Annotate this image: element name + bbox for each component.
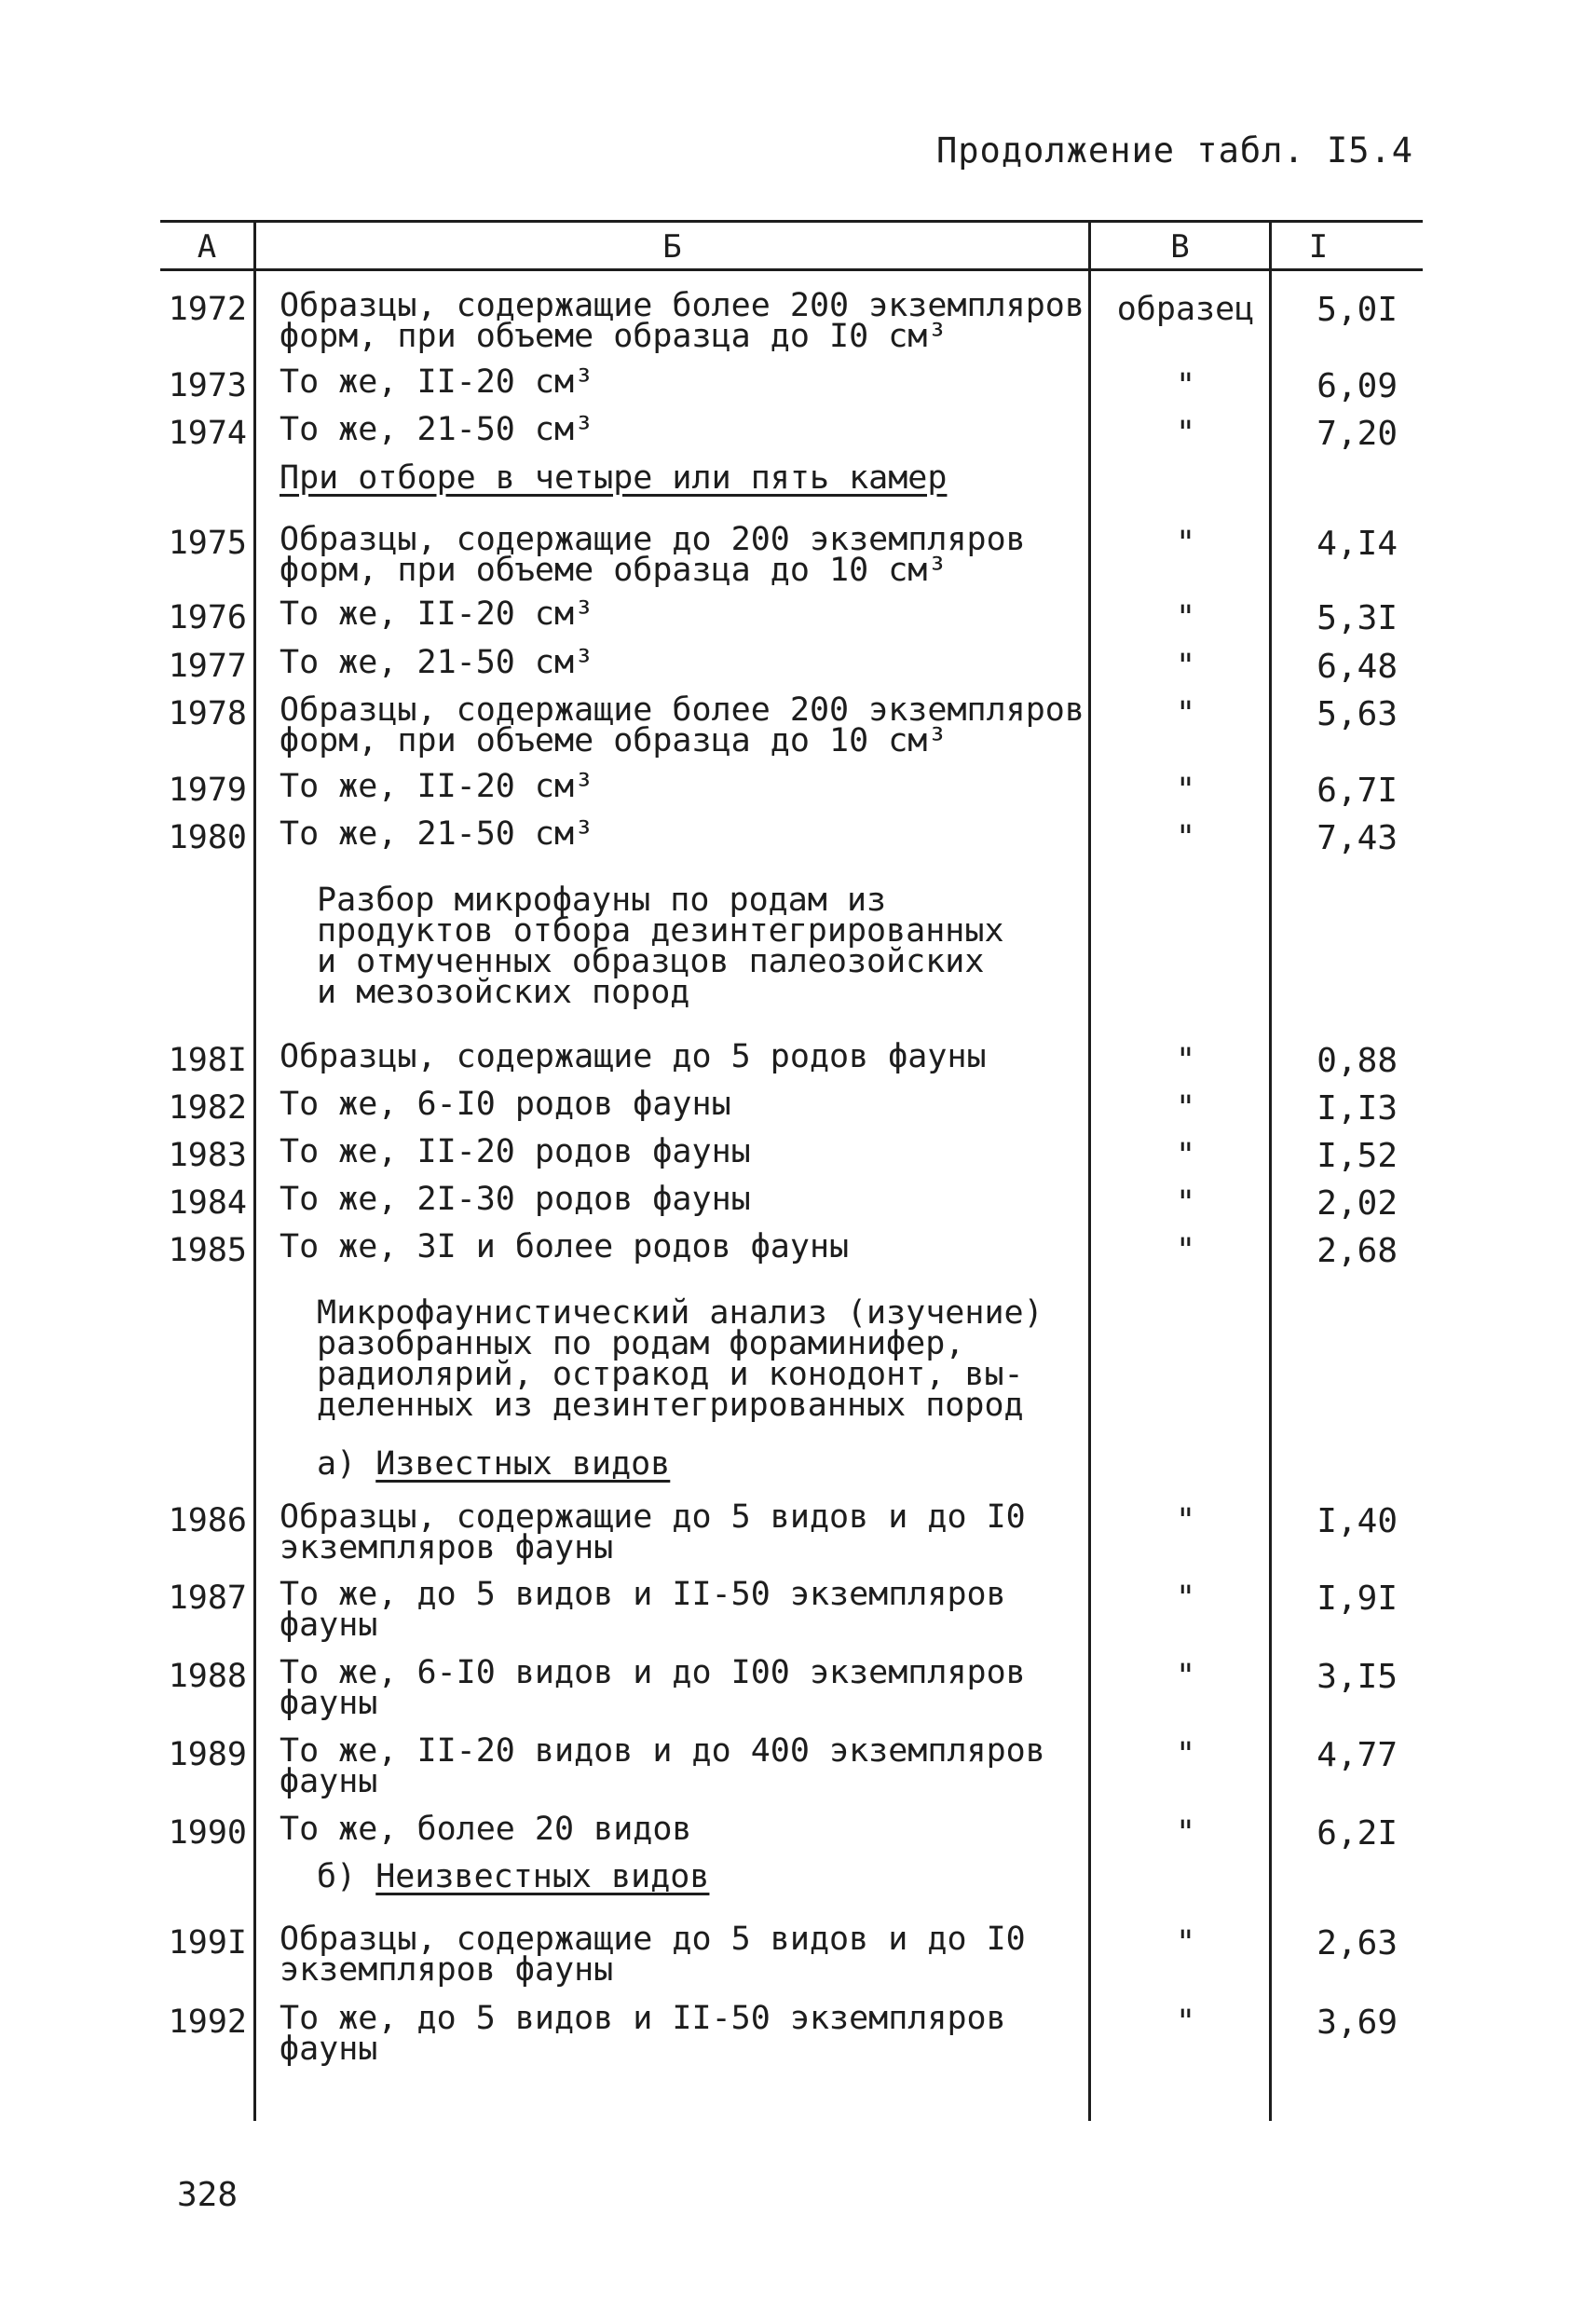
row-number: 199I xyxy=(168,1924,247,1962)
row-unit: " xyxy=(1175,1184,1196,1222)
row-unit: " xyxy=(1175,1502,1196,1539)
column-header-b: Б xyxy=(662,228,682,266)
row-unit: " xyxy=(1175,1232,1196,1269)
subsection-title: Известных видов xyxy=(375,1445,671,1483)
row-number: 1989 xyxy=(168,1736,247,1773)
row-price: 2,02 xyxy=(1316,1184,1398,1223)
subsection-prefix: а) xyxy=(317,1445,376,1483)
row-price: 5,0I xyxy=(1316,291,1398,329)
subsection-heading xyxy=(317,1445,1127,1483)
row-number: 1974 xyxy=(168,415,247,452)
row-number: 1976 xyxy=(168,599,247,636)
row-price: 5,3I xyxy=(1316,599,1398,637)
row-number: 1978 xyxy=(168,695,247,732)
row-price: 7,43 xyxy=(1316,819,1398,857)
row-description: То же, 21-50 см³ xyxy=(280,815,594,853)
row-price: I,40 xyxy=(1316,1502,1398,1540)
row-description: То же, 6-I0 видов и до I00 экземпляров фауны xyxy=(280,1654,1026,1722)
row-number: 1992 xyxy=(168,2003,247,2041)
row-description: То же, 21-50 см³ xyxy=(280,411,594,448)
row-number: 1972 xyxy=(168,291,247,328)
row-number: 1985 xyxy=(168,1232,247,1269)
section-title: При отборе в четыре или пять камер xyxy=(280,459,948,497)
row-description: То же, II-20 см³ xyxy=(280,595,594,633)
row-unit: " xyxy=(1175,1042,1196,1079)
row-price: 3,69 xyxy=(1316,2003,1398,2042)
row-unit: " xyxy=(1175,819,1196,856)
row-description: Образцы, содержащие более 200 экземпляров форм, при объеме образца до I0 см³ xyxy=(280,287,1084,355)
row-number: 1987 xyxy=(168,1579,247,1617)
column-header-g: I xyxy=(1308,228,1329,266)
row-number: 1975 xyxy=(168,525,247,562)
row-description: Образцы, содержащие до 5 видов и до I0 экземпляров фауны xyxy=(280,1498,1026,1566)
row-price: I,52 xyxy=(1316,1137,1398,1175)
row-unit: " xyxy=(1175,1736,1196,1773)
group-heading: Микрофаунистический анализ (изучение) разобранных по родам фораминифер, радиолярий, остракод и конодонт, вы- деленных из дезинтегрированных пород xyxy=(317,1294,1044,1424)
row-number: 1990 xyxy=(168,1814,247,1852)
row-price: I,9I xyxy=(1316,1579,1398,1618)
row-description: То же, до 5 видов и II-50 экземпляров фауны xyxy=(280,2000,1006,2068)
row-unit: " xyxy=(1175,525,1196,562)
row-description: Образцы, содержащие до 5 видов и до I0 экземпляров фауны xyxy=(280,1921,1026,1989)
row-number: 1983 xyxy=(168,1137,247,1174)
row-unit: " xyxy=(1175,648,1196,685)
row-price: 4,77 xyxy=(1316,1736,1398,1774)
row-price: 7,20 xyxy=(1316,415,1398,453)
row-description: Образцы, содержащие до 200 экземпляров форм, при объеме образца до 10 см³ xyxy=(280,521,1026,589)
subsection-title: Неизвестных видов xyxy=(375,1858,710,1895)
row-number: 1986 xyxy=(168,1502,247,1539)
row-unit: " xyxy=(1175,1814,1196,1852)
row-description: То же, 3I и более родов фауны xyxy=(280,1228,850,1265)
row-description: То же, 2I-30 родов фауны xyxy=(280,1181,751,1218)
row-unit: " xyxy=(1175,599,1196,636)
row-unit: " xyxy=(1175,1924,1196,1962)
row-unit: " xyxy=(1175,1658,1196,1695)
row-unit: " xyxy=(1175,1089,1196,1127)
table-continuation-caption: Продолжение табл. I5.4 xyxy=(936,130,1414,171)
row-description: Образцы, содержащие более 200 экземпляров форм, при объеме образца до 10 см³ xyxy=(280,691,1084,759)
row-price: 6,7I xyxy=(1316,772,1398,810)
row-unit: " xyxy=(1175,1137,1196,1174)
row-number: 1980 xyxy=(168,819,247,856)
subsection-heading xyxy=(317,1858,1127,1895)
row-unit: " xyxy=(1175,2003,1196,2041)
row-price: 2,68 xyxy=(1316,1232,1398,1270)
column-divider-v xyxy=(1269,220,1272,2121)
group-heading: Разбор микрофауны по родам из продуктов отбора дезинтегрированных и отмученных образцов палеозойских и мезозойских пород xyxy=(317,882,1004,1011)
column-divider-a xyxy=(253,220,256,2121)
row-number: 198I xyxy=(168,1042,247,1079)
row-price: 6,48 xyxy=(1316,648,1398,686)
row-price: 2,63 xyxy=(1316,1924,1398,1962)
row-unit: " xyxy=(1175,772,1196,809)
page-number: 328 xyxy=(177,2176,239,2214)
table-header-rule xyxy=(160,268,1423,271)
table-top-rule xyxy=(160,220,1423,223)
row-price: 4,I4 xyxy=(1316,525,1398,563)
row-number: 1979 xyxy=(168,772,247,809)
row-unit: " xyxy=(1175,695,1196,732)
row-description: То же, до 5 видов и II-50 экземпляров фауны xyxy=(280,1576,1006,1644)
column-header-a: А xyxy=(197,228,217,266)
row-price: 3,I5 xyxy=(1316,1658,1398,1696)
subsection-prefix: б) xyxy=(317,1858,376,1895)
row-unit: " xyxy=(1175,1579,1196,1617)
row-price: 6,09 xyxy=(1316,367,1398,405)
row-unit: образец xyxy=(1116,291,1255,328)
row-number: 1982 xyxy=(168,1089,247,1127)
column-header-v: В xyxy=(1170,228,1190,266)
row-description: То же, 6-I0 родов фауны xyxy=(280,1086,731,1123)
row-description: То же, более 20 видов xyxy=(280,1811,692,1848)
row-unit: " xyxy=(1175,415,1196,452)
row-description: То же, 21-50 см³ xyxy=(280,644,594,681)
row-description: То же, II-20 см³ xyxy=(280,768,594,805)
row-unit: " xyxy=(1175,367,1196,404)
row-price: 6,2I xyxy=(1316,1814,1398,1853)
row-description: То же, II-20 видов и до 400 экземпляров фауны xyxy=(280,1732,1045,1800)
row-description: То же, II-20 см³ xyxy=(280,363,594,401)
row-number: 1973 xyxy=(168,367,247,404)
row-description: Образцы, содержащие до 5 родов фауны xyxy=(280,1038,987,1075)
row-price: 0,88 xyxy=(1316,1042,1398,1080)
row-description: То же, II-20 родов фауны xyxy=(280,1133,751,1170)
row-number: 1988 xyxy=(168,1658,247,1695)
row-number: 1984 xyxy=(168,1184,247,1222)
row-number: 1977 xyxy=(168,648,247,685)
row-price: 5,63 xyxy=(1316,695,1398,733)
row-price: I,I3 xyxy=(1316,1089,1398,1128)
